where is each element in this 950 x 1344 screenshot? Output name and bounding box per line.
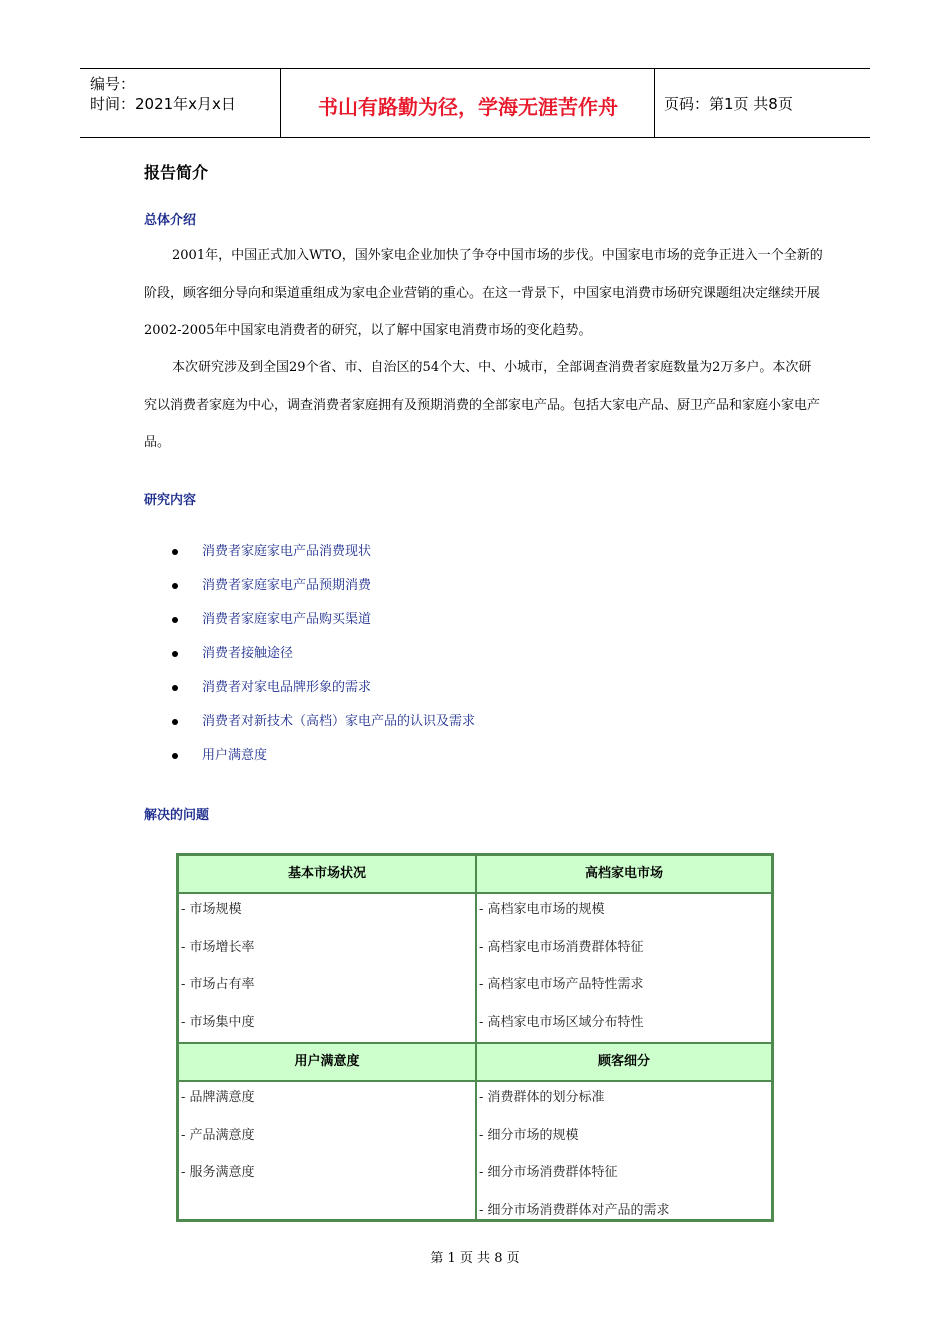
list-item: 消费者家庭家电产品消费现状 — [144, 538, 475, 572]
table-header-satisfaction: 用户满意度 — [178, 1043, 476, 1081]
bullet-icon — [172, 549, 178, 555]
bullet-icon — [172, 583, 178, 589]
table-item: - 高档家电市场区域分布特性 — [479, 1014, 644, 1030]
bullet-icon — [172, 685, 178, 691]
list-item: 用户满意度 — [144, 742, 475, 776]
issues-table — [176, 853, 774, 1222]
list-item: 消费者对家电品牌形象的需求 — [144, 674, 475, 708]
overview-paragraph-2: 本次研究涉及到全国29个省、市、自治区的54个大、中、小城市，全部调查消费者家庭数量为2万多户。本次研究以消费者家庭为中心，调查消费者家庭拥有及预期消费的全部家电产品。包括大家电产品、厨卫产品和家庭小家电产品。 — [144, 360, 821, 450]
table-item: - 细分市场消费群体对产品的需求 — [479, 1202, 670, 1218]
table-item: - 市场占有率 — [181, 977, 255, 992]
header-motto: 书山有路勤为径，学海无涯苦作舟 — [318, 95, 618, 119]
bullet-icon — [172, 651, 178, 657]
research-heading: 研究内容 — [144, 493, 197, 508]
list-item: 消费者接触途径 — [144, 640, 475, 674]
overview-paragraph — [144, 237, 824, 350]
issues-heading: 解决的问题 — [144, 808, 210, 823]
table-item: - 市场增长率 — [181, 939, 255, 955]
table-header-basic-market: 基本市场状况 — [178, 855, 476, 893]
list-item: 消费者对新技术（高档）家电产品的认识及需求 — [144, 708, 475, 742]
table-item: - 市场集中度 — [181, 1014, 255, 1030]
list-item: 消费者家庭家电产品购买渠道 — [144, 606, 475, 640]
overview-paragraph-1: 2001年，中国正式加入WTO，国外家电企业加快了争夺中国市场的步伐。中国家电市场的竞争正进入一个全新的阶段，顾客细分导向和渠道重组成为家电企业营销的重心。在这一背景下，中国家电消费市场研究课题组决定继续开展2002-2005年中国家电消费者的研究，以了解中国家电消费市场的变化趋势。 — [144, 248, 823, 338]
page-footer: 第 1 页 共 8 页 — [430, 1251, 520, 1266]
table-item: - 品牌满意度 — [181, 1090, 255, 1105]
table-item: - 服务满意度 — [181, 1165, 255, 1180]
table-cell-satisfaction — [178, 1081, 476, 1220]
table-cell-basic-market — [178, 893, 476, 1043]
research-list — [144, 538, 475, 776]
table-item: - 消费群体的划分标准 — [479, 1090, 605, 1105]
list-item: 消费者家庭家电产品预期消费 — [144, 572, 475, 606]
table-item: - 高档家电市场产品特性需求 — [479, 977, 644, 992]
header-divider — [654, 69, 655, 137]
table-item: - 细分市场的规模 — [479, 1127, 579, 1143]
overview-paragraph — [144, 349, 824, 462]
table-cell-segmentation — [476, 1081, 772, 1220]
document-number: 编号： — [90, 75, 136, 93]
table-item: - 市场规模 — [181, 902, 242, 917]
header-divider — [280, 69, 281, 137]
table-cell-premium-market — [476, 893, 772, 1043]
document-date: 时间：2021年x月x日 — [90, 95, 236, 113]
table-item: - 产品满意度 — [181, 1127, 255, 1143]
bullet-icon — [172, 719, 178, 725]
table-header-premium-market: 高档家电市场 — [476, 855, 772, 893]
page-header — [80, 68, 870, 138]
table-item: - 细分市场消费群体特征 — [479, 1165, 618, 1180]
table-item: - 高档家电市场的规模 — [479, 902, 605, 917]
header-page-number: 页码：第1页 共8页 — [664, 95, 793, 113]
overview-heading: 总体介绍 — [144, 213, 197, 228]
report-title: 报告简介 — [144, 163, 209, 182]
bullet-icon — [172, 753, 178, 759]
bullet-icon — [172, 617, 178, 623]
table-header-segmentation: 顾客细分 — [476, 1043, 772, 1081]
table-item: - 高档家电市场消费群体特征 — [479, 939, 644, 955]
